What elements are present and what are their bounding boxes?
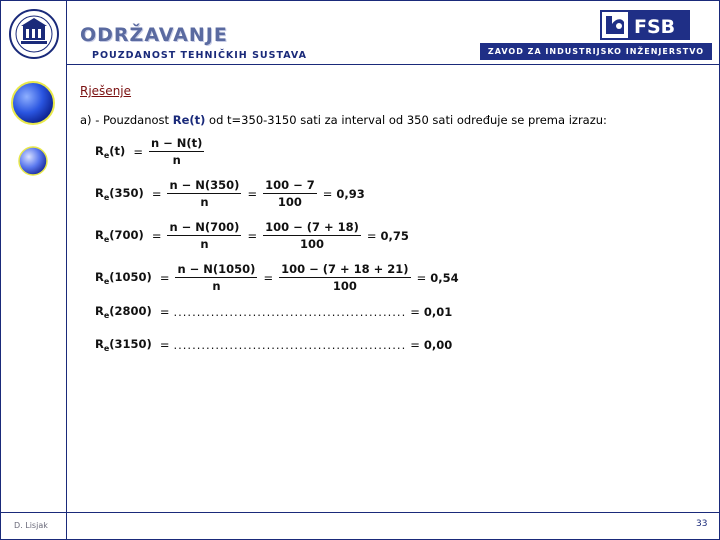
fsb-logo bbox=[600, 10, 690, 40]
intro-symbol: Re(t) bbox=[172, 113, 206, 127]
fraction: $\frac{n - N(t)}{n}$ bbox=[150, 136, 203, 167]
university-seal-icon bbox=[6, 8, 62, 60]
blue-sphere-small-icon bbox=[17, 145, 49, 177]
solution-heading: Rješenje bbox=[80, 84, 132, 98]
department-banner: ZAVOD ZA INDUSTRIJSKO INŽENJERSTVO bbox=[480, 43, 712, 60]
equation-700: $R_e(700)$ = $\frac{n - N(700)}{n}$ = $\frac{100 - (7 + 18)}{100}$ = 0,75 bbox=[95, 220, 409, 251]
presentation-subtitle: POUZDANOST TEHNIČKIH SUSTAVA bbox=[92, 50, 307, 61]
result-2800: 0,01 bbox=[423, 305, 453, 319]
presentation-title: ODRŽAVANJE bbox=[80, 24, 228, 46]
equation-general: $R_e(t)$ = $\frac{n - N(t)}{n}$ bbox=[95, 136, 203, 167]
equation-3150: $R_e(3150)$ = .................................................. = 0,00 bbox=[95, 337, 453, 353]
page-number: 33 bbox=[696, 519, 708, 529]
intro-text bbox=[80, 113, 607, 127]
result-700: 0,75 bbox=[380, 228, 409, 243]
fsb-logo-text: FSB bbox=[634, 16, 676, 38]
equation-2800: $R_e(2800)$ = .................................................. = 0,01 bbox=[95, 304, 453, 320]
blue-sphere-icon bbox=[10, 80, 56, 126]
result-1050: 0,54 bbox=[430, 270, 459, 285]
footer-author: D. Lisjak bbox=[14, 521, 48, 530]
equation-1050: $R_e(1050)$ = $\frac{n - N(1050)}{n}$ = $\frac{100 - (7 + 18 + 21)}{100}$ = 0,54 bbox=[95, 262, 459, 293]
left-divider bbox=[66, 0, 67, 540]
header-divider bbox=[66, 64, 720, 65]
result-3150: 0,00 bbox=[423, 338, 453, 352]
footer-divider bbox=[0, 512, 720, 513]
intro-prefix: a) - Pouzdanost bbox=[80, 113, 173, 127]
result-350: 0,93 bbox=[336, 186, 365, 201]
intro-suffix: od t=350-3150 sati za interval od 350 sati određuje se prema izrazu: bbox=[205, 113, 607, 127]
equation-350: $R_e(350)$ = $\frac{n - N(350)}{n}$ = $\frac{100 - 7}{100}$ = 0,93 bbox=[95, 178, 365, 209]
